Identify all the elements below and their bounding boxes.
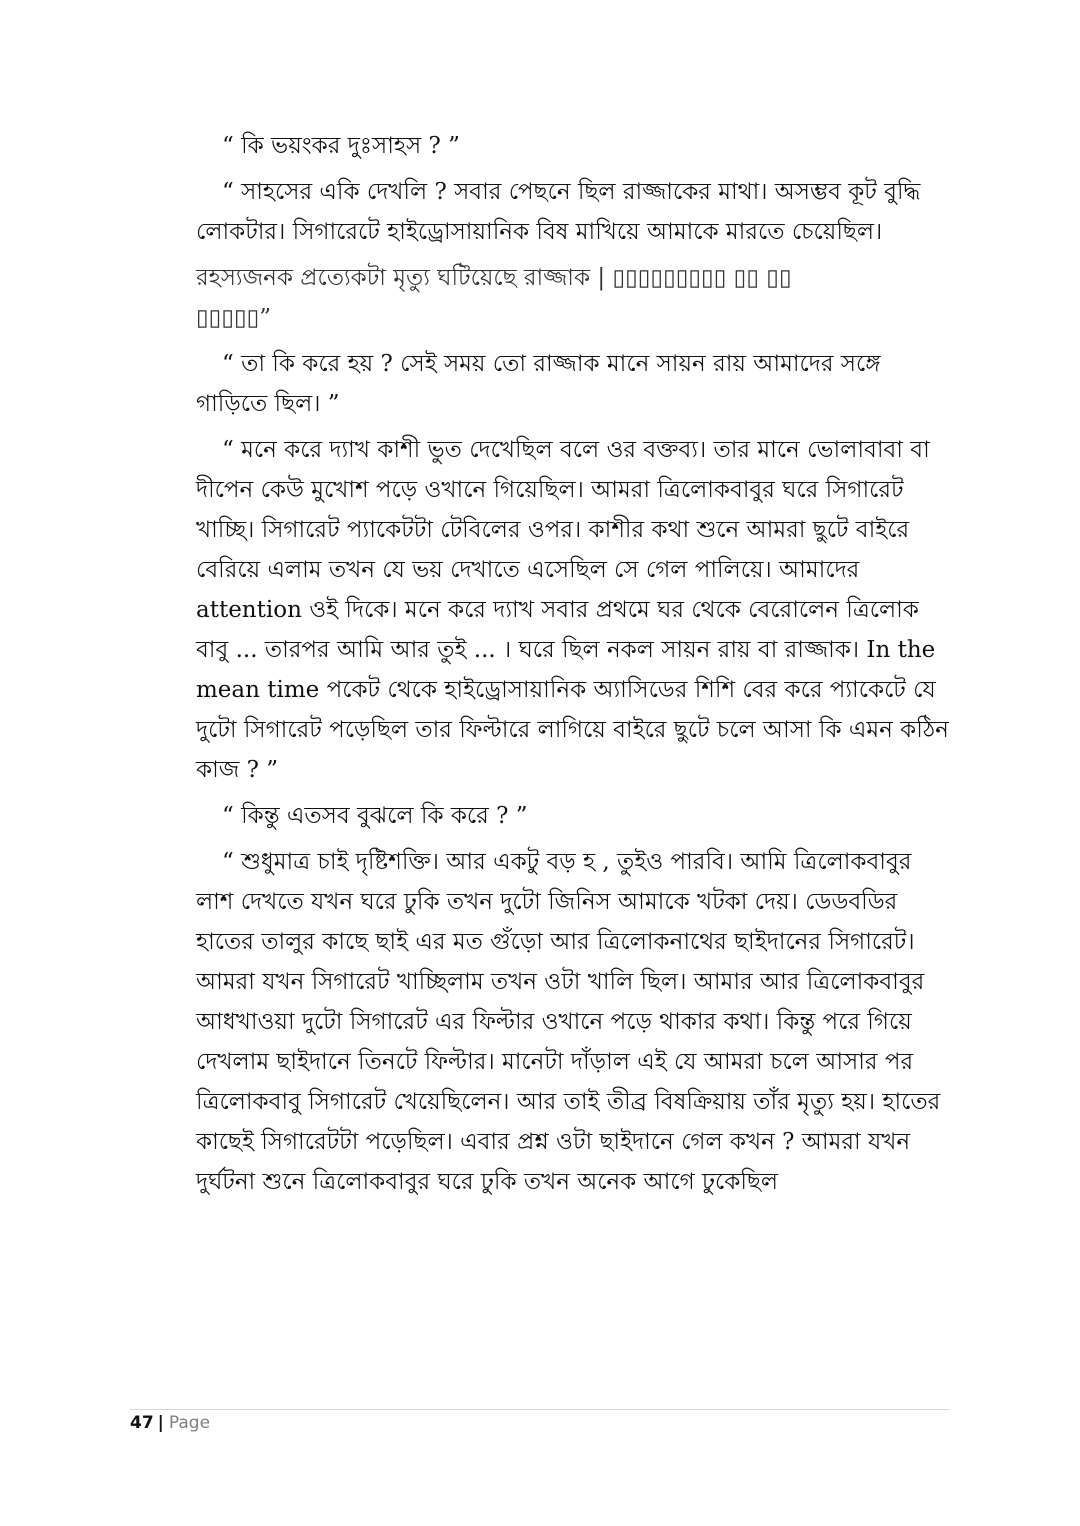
paragraph-2: “ সাহসের একি দেখলি ? সবার পেছনে ছিল রাজ্জাকের মাথা। অসম্ভব কূট বুদ্ধি লোকটার। সিগারেটে হাইড্রোসায়ানিক বিষ মাখিয়ে আমাকে মারতে চেয়েছিল। — [196, 179, 921, 245]
paragraph-4: “ তা কি করে হয় ? সেই সময় তো রাজ্জাক মানে সায়ন রায় আমাদের সঙ্গে গাড়িতে ছিল। ” — [196, 351, 881, 417]
page-number: 47 — [130, 1413, 154, 1433]
body-text — [196, 126, 956, 1208]
footer-separator: | — [157, 1413, 164, 1433]
paragraph-6: “ কিন্তু এতসব বুঝলে কি করে ? ” — [222, 803, 528, 829]
paragraph-3: রহস্যজনক প্রত্যেকটা মৃত্যু ঘটিয়েছে রাজ্জাক | ▯▯▯▯▯▯▯▯▯ ▯▯ ▯▯ ▯▯▯▯▯” — [196, 265, 792, 331]
page-label: Page — [168, 1413, 211, 1433]
page-footer — [130, 1411, 210, 1435]
paragraph-7: “ শুধুমাত্র চাই দৃষ্টিশক্তি। আর একটু বড় হ , তুইও পারবি। আমি ত্রিলোকবাবুর লাশ দেখতে যখন ঘরে ঢুকি তখন দুটো জিনিস আমাকে খটকা দেয়। ডেডবডির হাতের তালুর কাছে ছাই এর মত গুঁড়ো আর ত্রিলোকনাথের ছাইদানের সিগারেট। আমরা যখন সিগারেট খাচ্ছিলাম তখন ওটা খালি ছিল। আমার আর ত্রিলোকবাবুর আধখাওয়া দুটো সিগারেট এর ফিল্টার ওখানে পড়ে থাকার কথা। কিন্তু পরে গিয়ে দেখলাম ছাইদানে তিনটে ফিল্টার। মানেটা দাঁড়াল এই যে আমরা চলে আসার পর ত্রিলোকবাবু সিগারেট খেয়েছিলেন। আর তাই তীব্র বিষক্রিয়ায় তাঁর মৃত্যু হয়। হাতের কাছেই সিগারেটটা পড়েছিল। এবার প্রশ্ন ওটা ছাইদানে গেল কখন ? আমরা যখন দুর্ঘটনা শুনে ত্রিলোকবাবুর ঘরে ঢুকি তখন অনেক আগে ঢুকেছিল — [196, 849, 941, 1195]
paragraph-5: “ মনে করে দ্যাখ কাশী ভুত দেখেছিল বলে ওর বক্তব্য। তার মানে ভোলাবাবা বা দীপেন কেউ মুখোশ পড়ে ওখানে গিয়েছিল। আমরা ত্রিলোকবাবুর ঘরে সিগারেট খাচ্ছি। সিগারেট প্যাকেটটা টেবিলের ওপর। কাশীর কথা শুনে আমরা ছুটে বাইরে বেরিয়ে এলাম তখন যে ভয় দেখাতে এসেছিল সে গেল পালিয়ে। আমাদের attention ওই দিকে। মনে করে দ্যাখ সবার প্রথমে ঘর থেকে বেরোলেন ত্রিলোক বাবু ... তারপর আমি আর তুই ... । ঘরে ছিল নকল সায়ন রায় বা রাজ্জাক। In the mean time পকেট থেকে হাইড্রোসায়ানিক অ্যাসিডের শিশি বের করে প্যাকেটে যে দুটো সিগারেট পড়েছিল তার ফিল্টারে লাগিয়ে বাইরে ছুটে চলে আসা কি এমন কঠিন কাজ ? ” — [196, 437, 949, 783]
footer-divider — [130, 1409, 950, 1410]
paragraph-1: “ কি ভয়ংকর দুঃসাহস ? ” — [222, 133, 460, 159]
